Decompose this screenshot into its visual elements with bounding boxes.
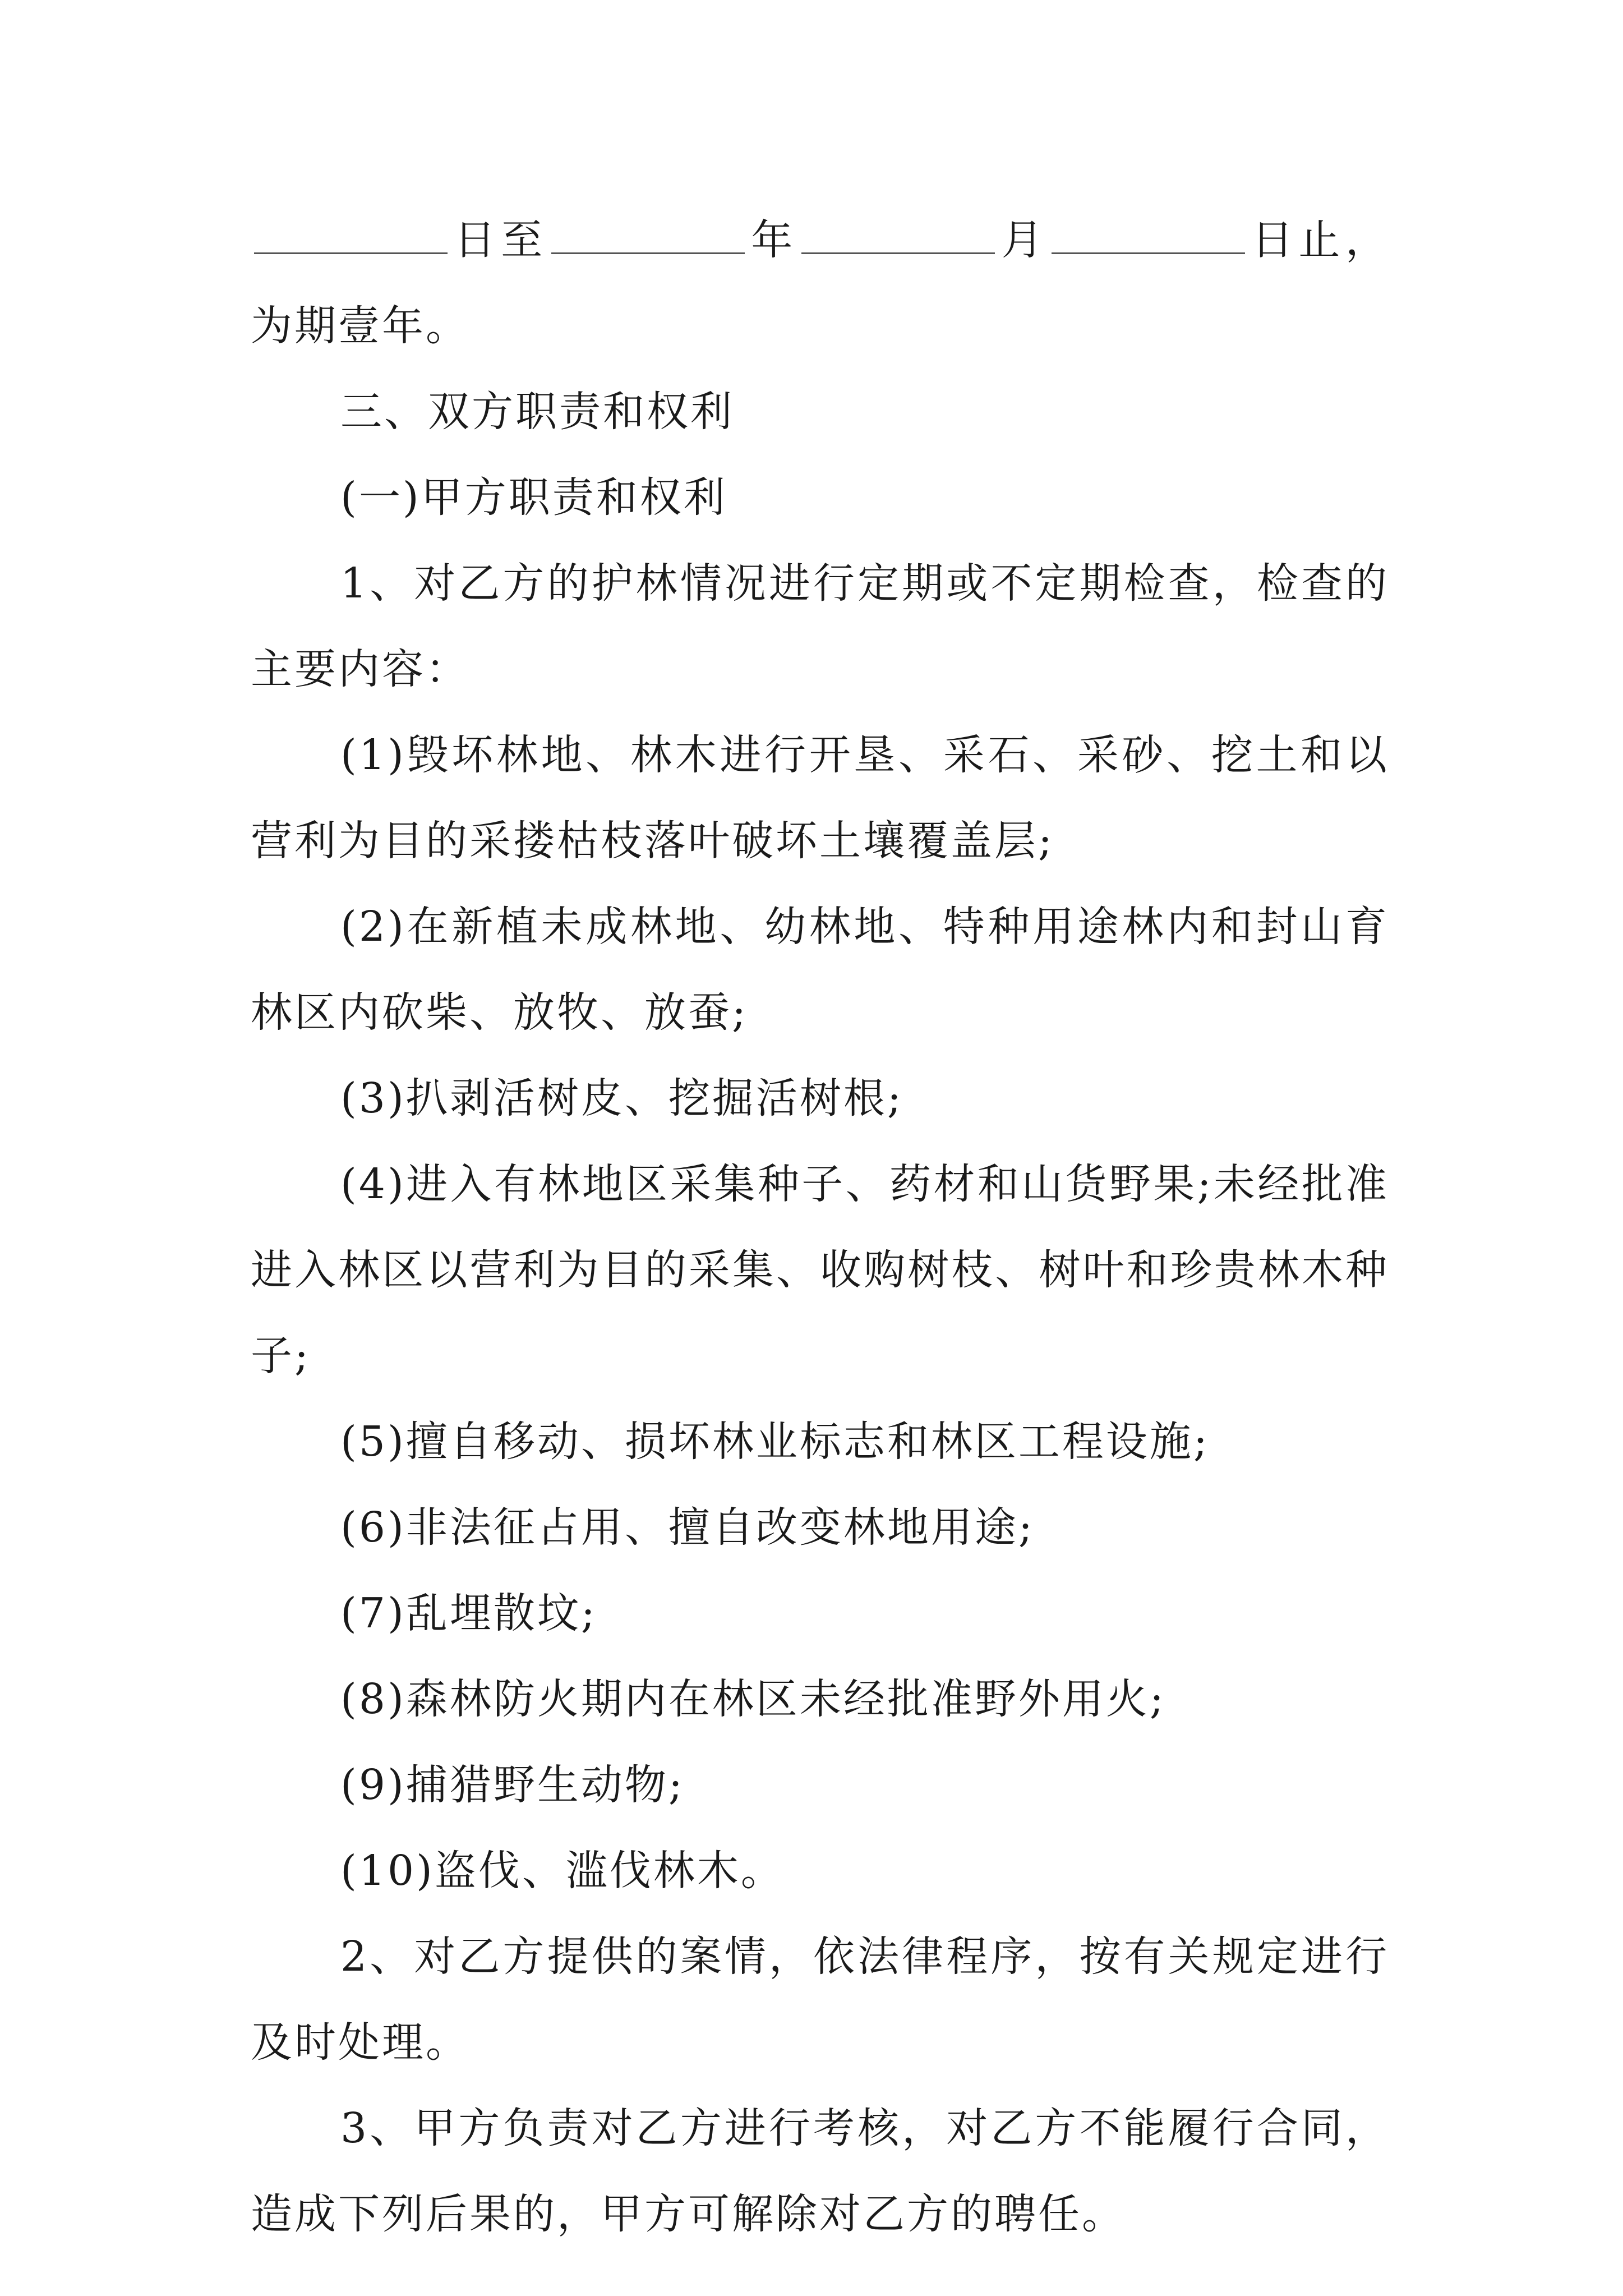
subitem-3: (3)扒剥活树皮、挖掘活树根; <box>340 1074 903 1122</box>
item-1: 1、对乙方的护林情况进行定期或不定期检查，检查的主要内容： <box>251 559 1389 693</box>
term-text-2: 年 <box>748 216 799 264</box>
subitem-6: (6)非法征占用、擅自改变林地用途; <box>340 1503 1035 1552</box>
item-3: 3、甲方负责对乙方进行考核，对乙方不能履行合同，造成下列后果的，甲方可解除对乙方的聘任。 <box>251 2104 1389 2238</box>
term-text-1: 日至 <box>451 216 548 264</box>
subitem-10: (10)盗伐、滥伐林木。 <box>340 1847 785 1895</box>
sub-heading: (一)甲方职责和权利 <box>340 473 727 522</box>
section-heading: 三、双方职责和权利 <box>340 388 734 436</box>
blank-field <box>801 219 995 254</box>
subitem-2: (2)在新植未成林地、幼林地、特种用途林内和封山育林区内砍柴、放牧、放蚕; <box>251 903 1389 1037</box>
subitem-5: (5)擅自移动、损坏林业标志和林区工程设施; <box>340 1418 1210 1466</box>
document-body <box>251 197 1389 2257</box>
term-text-3: 月 <box>998 216 1049 264</box>
subitem-1: (1)毁坏林地、林木进行开垦、采石、采砂、挖土和以营利为目的采搂枯枝落叶破坏土壤覆盖层; <box>251 731 1389 865</box>
term-text-4: 日止，为期壹年。 <box>251 216 1390 350</box>
blank-field <box>551 219 745 254</box>
subitem-9: (9)捕猎野生动物; <box>340 1761 685 1809</box>
blank-field <box>1052 219 1245 254</box>
subitem-7: (7)乱埋散坟; <box>340 1589 597 1637</box>
blank-field <box>254 219 448 254</box>
term-period-line <box>251 197 1389 369</box>
subitem-4: (4)进入有林地区采集种子、药材和山货野果;未经批准进入林区以营利为目的采集、收购树枝、树叶和珍贵林木种子; <box>251 1160 1389 1380</box>
subitem-8: (8)森林防火期内在林区未经批准野外用火; <box>340 1675 1166 1723</box>
item-2: 2、对乙方提供的案情，依法律程序，按有关规定进行及时处理。 <box>251 1932 1389 2067</box>
